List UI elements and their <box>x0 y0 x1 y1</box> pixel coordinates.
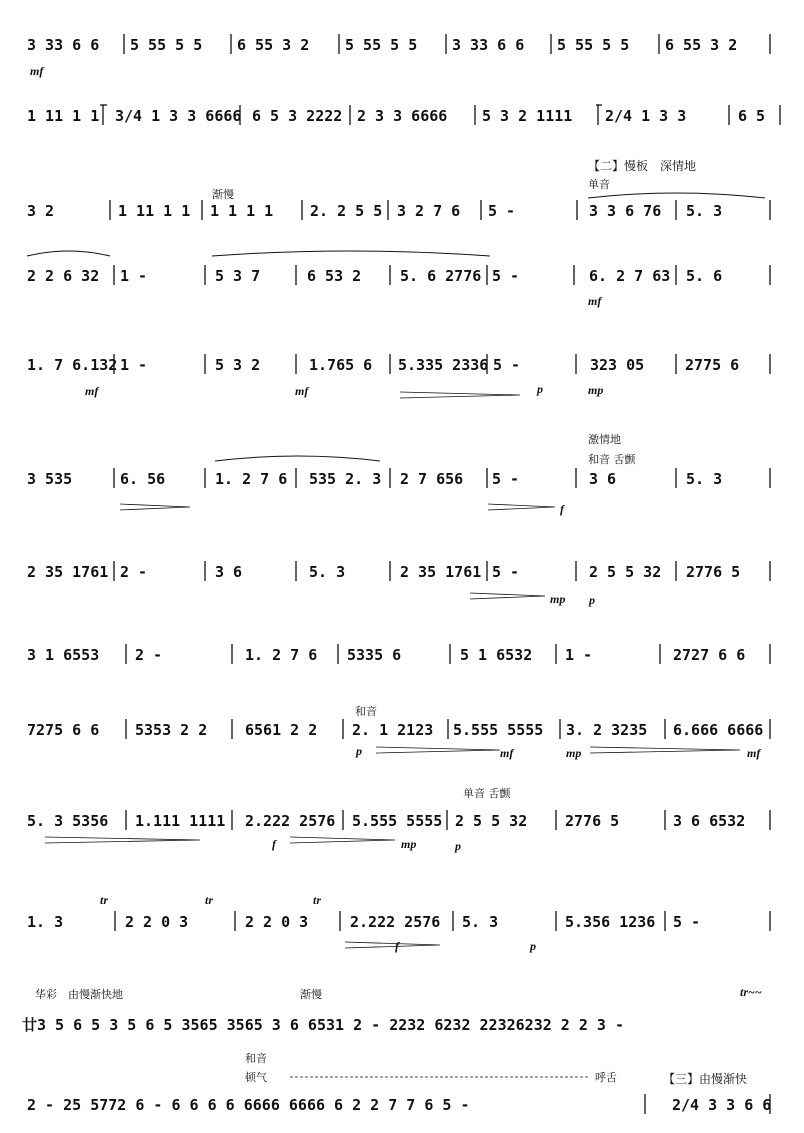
expression-text: 呼舌 <box>595 1071 617 1084</box>
measure-notes: 3 6 6532 <box>673 812 746 830</box>
measure-notes: 3/4 1 3 3 6666 <box>115 107 242 125</box>
measure-notes: 5 - <box>492 470 520 488</box>
dynamic-mark: f <box>395 939 399 953</box>
measure-notes: 2/4 3 3 6 6 <box>672 1096 772 1114</box>
hairpin <box>290 837 395 843</box>
dynamic-mark: mf <box>295 384 309 398</box>
measure-notes: 5.555 5555 <box>352 812 443 830</box>
measure-notes: 7275 6 6 <box>27 721 100 739</box>
measure-notes: 2727 6 6 <box>673 646 746 664</box>
measure-notes: 5. 3 5356 <box>27 812 109 830</box>
measure-notes: 6 5 3 2222 <box>252 107 343 125</box>
dynamic-mark: f <box>560 502 564 516</box>
measure-notes: 1.765 6 <box>309 356 373 374</box>
slur <box>588 193 765 198</box>
measure-notes: 5. 6 2776 <box>400 267 482 285</box>
measure-notes: 2 3 3 6666 <box>357 107 448 125</box>
measure-notes: 5335 6 <box>347 646 402 664</box>
dynamic-mark: mf <box>85 384 99 398</box>
measure-notes: 323 05 <box>590 356 645 374</box>
dynamic-mark: mf <box>588 294 602 308</box>
measure-notes: 2 2 0 3 <box>125 913 189 931</box>
dynamic-mark: p <box>356 744 362 758</box>
measure-notes: 6 55 3 2 <box>237 36 310 54</box>
measure-notes: 6.666 6666 <box>673 721 764 739</box>
measure-notes: 2 - <box>135 646 163 664</box>
expression-text: 和音 舌颤 <box>588 453 636 466</box>
measure-notes: 5 - <box>673 913 701 931</box>
measure-notes: 2 2 0 3 <box>245 913 309 931</box>
measure-notes: 5. 3 <box>686 202 723 220</box>
measure-notes: 1. 2 7 6 <box>245 646 318 664</box>
measure-notes: 2 7 656 <box>400 470 464 488</box>
dynamic-mark: mp <box>401 837 417 851</box>
measure-notes: 6. 56 <box>120 470 166 488</box>
measure-notes: 3 33 6 6 <box>27 36 100 54</box>
measure-notes: 5 - <box>492 563 520 581</box>
measure-notes: 5. 6 <box>686 267 723 285</box>
measure-notes: 535 2. 3 <box>309 470 382 488</box>
dynamic-mark: p <box>455 839 461 853</box>
measure-notes: 3 3 6 76 <box>589 202 662 220</box>
measure-notes: 2/4 1 3 3 <box>605 107 687 125</box>
dynamic-mark: mp <box>550 592 566 606</box>
measure-notes: 2 35 1761 <box>27 563 109 581</box>
measure-notes: 5. 3 <box>309 563 346 581</box>
hairpin <box>470 593 545 599</box>
measure-notes: 5353 2 2 <box>135 721 208 739</box>
measure-notes: 5 3 7 <box>215 267 261 285</box>
dynamic-mark: mf <box>747 746 761 760</box>
hairpin <box>400 392 520 398</box>
hairpin <box>488 504 555 510</box>
expression-text: 渐慢 <box>212 188 234 201</box>
measure-notes: 1. 2 7 6 <box>215 470 288 488</box>
expression-text: 渐慢 <box>300 988 322 1001</box>
expression-text: 激情地 <box>588 433 621 446</box>
measure-notes: 1.111 1111 <box>135 812 226 830</box>
measure-notes: 5 - <box>488 202 516 220</box>
measure-notes: 6 53 2 <box>307 267 362 285</box>
measure-notes: 5.356 1236 <box>565 913 656 931</box>
slur <box>27 251 110 256</box>
measure-notes: 2 - <box>120 563 148 581</box>
measure-notes: 2776 5 <box>565 812 620 830</box>
measure-notes: 2775 6 <box>685 356 740 374</box>
measure-notes: 2 35 1761 <box>400 563 482 581</box>
expression-text: 【二】慢板 深情地 <box>588 159 697 173</box>
measure-notes: 5 1 6532 <box>460 646 533 664</box>
trill-mark: tr~~ <box>740 985 762 999</box>
dynamic-mark: p <box>537 382 543 396</box>
expression-text: 单音 舌颤 <box>463 787 511 800</box>
measure-notes: 5. 3 <box>686 470 723 488</box>
measure-notes: 5 3 2 <box>215 356 261 374</box>
dynamic-mark: mf <box>30 64 44 78</box>
dynamic-mark: mp <box>566 746 582 760</box>
expression-text: 单音 <box>588 178 610 191</box>
measure-notes: 1. 3 <box>27 913 64 931</box>
measure-notes: 1 - <box>120 267 148 285</box>
trill-mark: tr <box>313 893 322 907</box>
measure-notes: 5. 3 <box>462 913 499 931</box>
expression-text: 【三】由慢渐快 <box>663 1072 748 1086</box>
measure-notes: 3 535 <box>27 470 73 488</box>
dynamic-mark: mp <box>588 383 604 397</box>
slur <box>215 456 380 461</box>
measure-notes: 5.555 5555 <box>453 721 544 739</box>
measure-notes: 5 3 2 1111 <box>482 107 573 125</box>
measure-notes: 6. 2 7 63 <box>589 267 671 285</box>
measure-notes: 1 1 1 1 <box>210 202 274 220</box>
hairpin <box>45 837 200 843</box>
measure-notes: 5.335 2336 <box>398 356 489 374</box>
hairpin <box>120 504 190 510</box>
measure-notes: 6 55 3 2 <box>665 36 738 54</box>
hairpin <box>376 747 500 753</box>
dynamic-mark: p <box>589 593 595 607</box>
dynamic-mark: f <box>272 837 276 851</box>
measure-notes: 2 5 5 32 <box>589 563 662 581</box>
measure-notes: 2.222 2576 <box>245 812 336 830</box>
measure-notes: 3 2 <box>27 202 55 220</box>
measure-notes: 2. 1 2123 <box>352 721 434 739</box>
trill-mark: tr <box>205 893 214 907</box>
measure-notes: 5 55 5 5 <box>345 36 418 54</box>
measure-notes: 3 1 6553 <box>27 646 100 664</box>
measure-notes: 6561 2 2 <box>245 721 318 739</box>
measure-notes: 3. 2 3235 <box>566 721 648 739</box>
expression-text: 顿气 <box>245 1071 267 1084</box>
measure-notes: 5 55 5 5 <box>130 36 203 54</box>
hairpin <box>590 747 740 753</box>
measure-notes: 5 - <box>492 267 520 285</box>
dynamic-mark: mf <box>500 746 514 760</box>
measure-notes: 1 11 1 1 <box>27 107 100 125</box>
measure-notes: 6 5 <box>738 107 766 125</box>
measure-notes: 3 2 7 6 <box>397 202 461 220</box>
hairpin <box>345 942 440 948</box>
measure-notes: 5 55 5 5 <box>557 36 630 54</box>
measure-notes: 2776 5 <box>686 563 741 581</box>
measure-notes: 1 11 1 1 <box>118 202 191 220</box>
trill-mark: tr <box>100 893 109 907</box>
measure-notes: 3 6 <box>589 470 617 488</box>
expression-text: 和音 <box>355 705 377 718</box>
measure-notes: 1. 7 6.132 <box>27 356 118 374</box>
measure-notes: 2.222 2576 <box>350 913 441 931</box>
measure-notes: 1 - <box>120 356 148 374</box>
dynamic-mark: p <box>530 939 536 953</box>
measure-notes: 2 - 25 5772 6 - 6 6 6 6 6666 6666 6 2 2 7 7 6 5 - <box>27 1096 470 1114</box>
measure-notes: 3 33 6 6 <box>452 36 525 54</box>
measure-notes: 2. 2 5 5 <box>310 202 383 220</box>
measure-notes: 1 - <box>565 646 593 664</box>
measure-notes: 3 6 <box>215 563 243 581</box>
measure-notes: 廿3 5 6 5 3 5 6 5 3565 3565 3 6 6531 2 - 2232 6232 22326232 2 2 3 - <box>22 1016 624 1034</box>
slur <box>212 251 490 256</box>
measure-notes: 2 2 6 32 <box>27 267 100 285</box>
measure-notes: 2 5 5 32 <box>455 812 528 830</box>
expression-text: 和音 <box>245 1052 267 1065</box>
measure-notes: 5 - <box>493 356 521 374</box>
expression-text: 华彩 由慢渐快地 <box>35 988 123 1001</box>
